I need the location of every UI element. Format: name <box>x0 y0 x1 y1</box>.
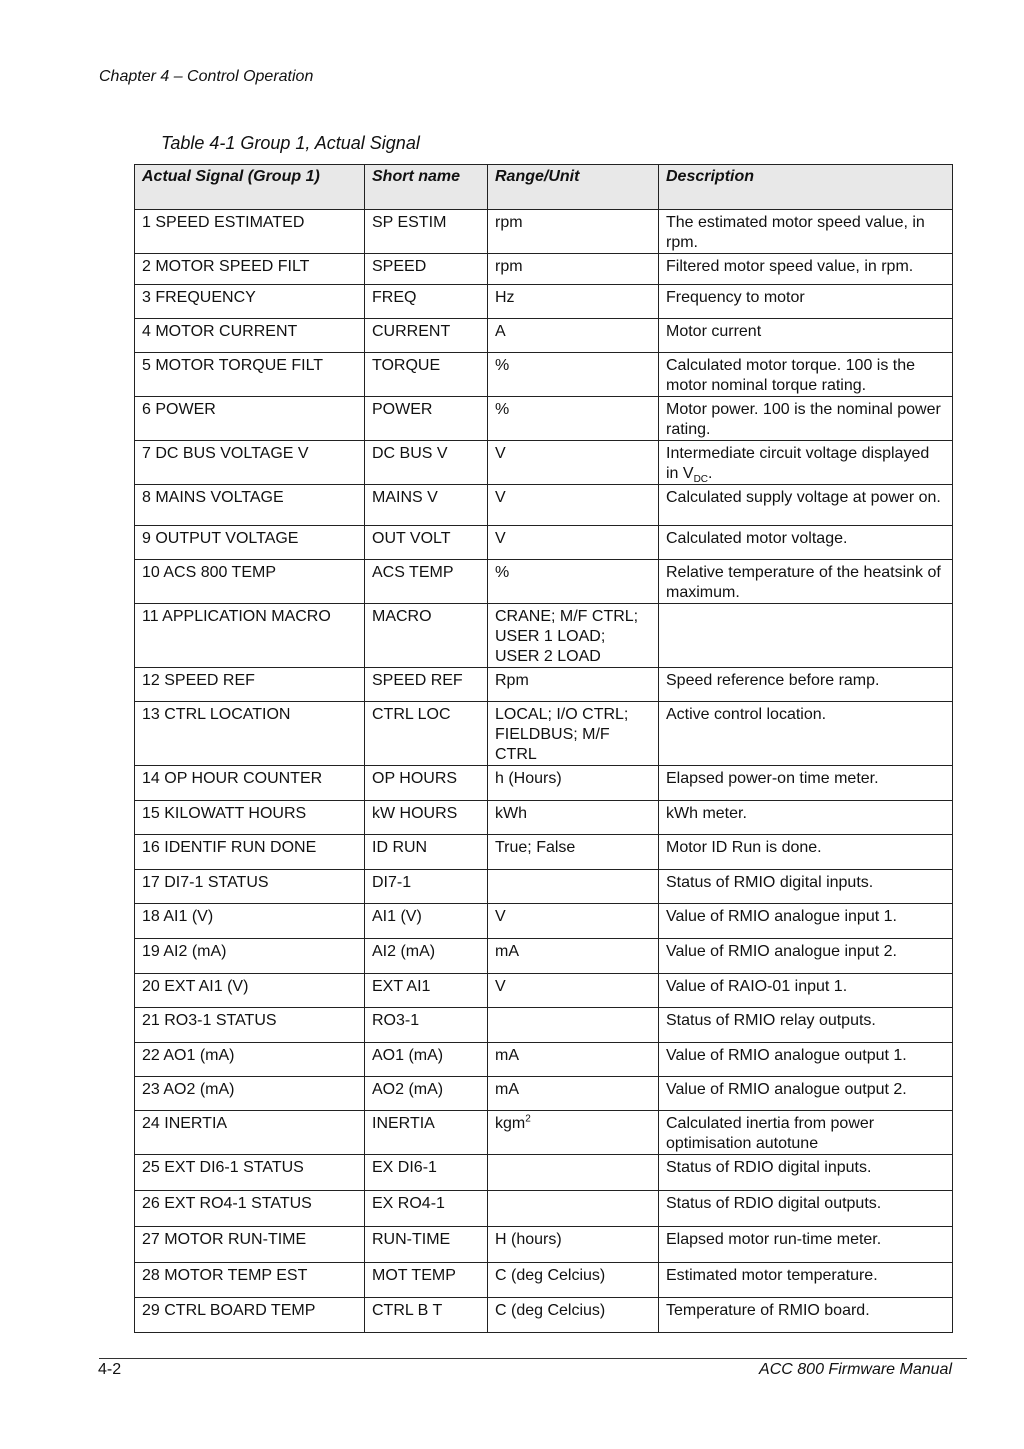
description-cell-text: Filtered motor speed value, in rpm. <box>666 258 914 275</box>
table-row <box>135 668 953 702</box>
range-unit-cell <box>488 526 659 560</box>
short-name-cell <box>365 904 488 939</box>
table-row <box>135 210 953 254</box>
description-cell <box>659 1111 953 1155</box>
short-name-cell <box>365 939 488 974</box>
table-row <box>135 485 953 526</box>
range-unit-cell-text: LOCAL; I/O CTRL; FIELDBUS; M/F CTRL <box>495 706 629 763</box>
range-unit-cell <box>488 1227 659 1263</box>
short-name-cell <box>365 285 488 319</box>
short-name-cell-text: EXT AI1 <box>372 978 431 995</box>
short-name-cell <box>365 1043 488 1077</box>
description-cell <box>659 397 953 441</box>
signal-cell <box>135 254 365 285</box>
signal-cell <box>135 526 365 560</box>
signal-cell-text: 20 EXT AI1 (V) <box>142 978 249 995</box>
short-name-cell <box>365 1298 488 1333</box>
table-row <box>135 397 953 441</box>
range-unit-cell-text: kgm <box>495 1115 526 1132</box>
description-cell-text: Value of RMIO analogue input 1. <box>666 908 897 925</box>
range-unit-cell <box>488 441 659 485</box>
short-name-cell-text: SPEED <box>372 258 427 275</box>
short-name-cell-text: OP HOURS <box>372 770 458 787</box>
range-unit-cell-text: kWh <box>495 805 527 822</box>
short-name-cell <box>365 604 488 668</box>
short-name-cell-text: kW HOURS <box>372 805 458 822</box>
signal-cell <box>135 668 365 702</box>
signal-cell-text: 4 MOTOR CURRENT <box>142 323 298 340</box>
range-unit-cell-text: rpm <box>495 214 523 231</box>
unit-superscript: 2 <box>525 1113 531 1125</box>
signal-cell <box>135 441 365 485</box>
short-name-cell <box>365 1008 488 1043</box>
range-unit-cell <box>488 904 659 939</box>
range-unit-cell <box>488 1008 659 1043</box>
signal-cell-text: 14 OP HOUR COUNTER <box>142 770 323 787</box>
short-name-cell-text: FREQ <box>372 289 417 306</box>
signal-cell-text: 29 CTRL BOARD TEMP <box>142 1302 316 1319</box>
signal-cell-text: 22 AO1 (mA) <box>142 1047 235 1064</box>
short-name-cell <box>365 974 488 1008</box>
signal-cell <box>135 904 365 939</box>
short-name-cell <box>365 210 488 254</box>
signal-cell-text: 23 AO2 (mA) <box>142 1081 235 1098</box>
signal-cell <box>135 1111 365 1155</box>
table-row <box>135 560 953 604</box>
short-name-cell-text: DC BUS V <box>372 445 448 462</box>
short-name-cell <box>365 1155 488 1191</box>
description-cell <box>659 974 953 1008</box>
short-name-cell-text: AO2 (mA) <box>372 1081 444 1098</box>
signal-cell-text: 12 SPEED REF <box>142 672 255 689</box>
short-name-cell <box>365 1191 488 1227</box>
range-unit-cell <box>488 1191 659 1227</box>
short-name-cell-text: EX DI6-1 <box>372 1159 437 1176</box>
short-name-cell-text: ID RUN <box>372 839 428 856</box>
signal-cell-text: 10 ACS 800 TEMP <box>142 564 276 581</box>
short-name-cell-text: SPEED REF <box>372 672 463 689</box>
range-unit-cell <box>488 254 659 285</box>
page-number: 4-2 <box>98 1361 122 1378</box>
short-name-cell <box>365 353 488 397</box>
signal-cell <box>135 1263 365 1298</box>
table-row <box>135 1227 953 1263</box>
description-tail: . <box>708 465 713 482</box>
range-unit-cell <box>488 702 659 766</box>
short-name-cell-text: CTRL LOC <box>372 706 451 723</box>
description-cell <box>659 210 953 254</box>
range-unit-cell-text: V <box>495 445 506 462</box>
chapter-header: Chapter 4 – Control Operation <box>99 68 314 85</box>
description-cell <box>659 1263 953 1298</box>
range-unit-cell <box>488 353 659 397</box>
description-cell-text: Elapsed power-on time meter. <box>666 770 879 787</box>
short-name-cell-text: POWER <box>372 401 433 418</box>
description-cell-text: Elapsed motor run-time meter. <box>666 1231 882 1248</box>
range-unit-cell-text: h (Hours) <box>495 770 562 787</box>
short-name-cell-text: AI2 (mA) <box>372 943 436 960</box>
short-name-cell-text: SP ESTIM <box>372 214 447 231</box>
signal-cell <box>135 939 365 974</box>
description-cell-text: The estimated motor speed value, in rpm. <box>666 214 925 251</box>
short-name-cell <box>365 1077 488 1111</box>
range-unit-cell-text: H (hours) <box>495 1231 562 1248</box>
description-cell <box>659 801 953 835</box>
signal-cell-text: 8 MAINS VOLTAGE <box>142 489 284 506</box>
description-cell <box>659 285 953 319</box>
description-cell-text: Status of RMIO relay outputs. <box>666 1012 876 1029</box>
range-unit-cell-text: mA <box>495 943 519 960</box>
description-cell <box>659 870 953 904</box>
signal-cell <box>135 1008 365 1043</box>
signal-cell <box>135 285 365 319</box>
short-name-cell <box>365 441 488 485</box>
short-name-cell-text: AO1 (mA) <box>372 1047 444 1064</box>
description-cell-text: Calculated motor torque. 100 is the motor nominal torque rating. <box>666 357 916 394</box>
description-cell-text: Calculated supply voltage at power on. <box>666 489 941 506</box>
description-cell <box>659 1191 953 1227</box>
column-header-range-unit: Range/Unit <box>488 165 659 210</box>
signal-cell-text: 25 EXT DI6-1 STATUS <box>142 1159 304 1176</box>
short-name-cell <box>365 319 488 353</box>
description-cell <box>659 1298 953 1333</box>
signal-cell-text: 16 IDENTIF RUN DONE <box>142 839 317 856</box>
signal-cell-text: 17 DI7-1 STATUS <box>142 874 269 891</box>
signal-cell-text: 26 EXT RO4-1 STATUS <box>142 1195 312 1212</box>
description-cell-text: Speed reference before ramp. <box>666 672 880 689</box>
description-cell-text: Motor current <box>666 323 762 340</box>
short-name-cell-text: AI1 (V) <box>372 908 422 925</box>
range-unit-cell-text: % <box>495 357 510 374</box>
short-name-cell <box>365 702 488 766</box>
signal-cell <box>135 1298 365 1333</box>
signal-cell-text: 5 MOTOR TORQUE FILT <box>142 357 324 374</box>
range-unit-cell <box>488 974 659 1008</box>
description-cell-text: Calculated motor voltage. <box>666 530 848 547</box>
range-unit-cell-text: V <box>495 530 506 547</box>
description-cell <box>659 1008 953 1043</box>
description-cell-text: Status of RDIO digital inputs. <box>666 1159 872 1176</box>
range-unit-cell <box>488 835 659 870</box>
table-row <box>135 353 953 397</box>
short-name-cell <box>365 560 488 604</box>
signal-cell-text: 21 RO3-1 STATUS <box>142 1012 277 1029</box>
description-cell <box>659 668 953 702</box>
range-unit-cell-text: mA <box>495 1081 519 1098</box>
range-unit-cell <box>488 766 659 801</box>
signal-cell <box>135 1191 365 1227</box>
actual-signal-table <box>134 164 953 1333</box>
signal-cell <box>135 1227 365 1263</box>
range-unit-cell-text: C (deg Celcius) <box>495 1267 606 1284</box>
short-name-cell <box>365 397 488 441</box>
column-header-short-name: Short name <box>365 165 488 210</box>
signal-cell <box>135 1043 365 1077</box>
signal-cell-text: 11 APPLICATION MACRO <box>142 608 331 625</box>
table-row <box>135 835 953 870</box>
footer-rule <box>99 1358 967 1359</box>
description-cell <box>659 441 953 485</box>
signal-cell <box>135 801 365 835</box>
table-row <box>135 1155 953 1191</box>
short-name-cell <box>365 485 488 526</box>
range-unit-cell-text: % <box>495 401 510 418</box>
description-cell-text: Relative temperature of the heatsink of maximum. <box>666 564 941 601</box>
range-unit-cell <box>488 870 659 904</box>
voltage-subscript: DC <box>693 474 709 486</box>
range-unit-cell <box>488 604 659 668</box>
range-unit-cell <box>488 1298 659 1333</box>
signal-cell <box>135 702 365 766</box>
signal-cell-text: 15 KILOWATT HOURS <box>142 805 307 822</box>
short-name-cell <box>365 766 488 801</box>
short-name-cell <box>365 254 488 285</box>
short-name-cell-text: TORQUE <box>372 357 441 374</box>
description-cell-text: Active control location. <box>666 706 827 723</box>
signal-cell-text: 24 INERTIA <box>142 1115 228 1132</box>
signal-cell-text: 28 MOTOR TEMP EST <box>142 1267 308 1284</box>
signal-cell <box>135 560 365 604</box>
table-row <box>135 801 953 835</box>
description-cell-text: kWh meter. <box>666 805 747 822</box>
table-row <box>135 1298 953 1333</box>
signal-cell <box>135 210 365 254</box>
short-name-cell-text: INERTIA <box>372 1115 435 1132</box>
range-unit-cell-text: V <box>495 489 506 506</box>
range-unit-cell <box>488 397 659 441</box>
description-cell <box>659 1227 953 1263</box>
table-row <box>135 319 953 353</box>
description-cell-text: Value of RMIO analogue output 1. <box>666 1047 907 1064</box>
short-name-cell <box>365 801 488 835</box>
description-cell <box>659 702 953 766</box>
table-row <box>135 1043 953 1077</box>
table-row <box>135 1263 953 1298</box>
table-row <box>135 285 953 319</box>
short-name-cell-text: MACRO <box>372 608 432 625</box>
range-unit-cell <box>488 1155 659 1191</box>
short-name-cell-text: CTRL B T <box>372 1302 443 1319</box>
table-row <box>135 254 953 285</box>
range-unit-cell-text: Hz <box>495 289 515 306</box>
signal-cell-text: 6 POWER <box>142 401 216 418</box>
manual-title: ACC 800 Firmware Manual <box>759 1361 952 1378</box>
description-cell <box>659 939 953 974</box>
signal-cell <box>135 319 365 353</box>
description-cell <box>659 319 953 353</box>
description-cell-text: Status of RDIO digital outputs. <box>666 1195 882 1212</box>
description-cell-text: Temperature of RMIO board. <box>666 1302 870 1319</box>
description-cell <box>659 254 953 285</box>
short-name-cell <box>365 1263 488 1298</box>
description-cell-text: Value of RAIO-01 input 1. <box>666 978 848 995</box>
column-header-signal: Actual Signal (Group 1) <box>135 165 365 210</box>
short-name-cell-text: CURRENT <box>372 323 451 340</box>
description-cell-text: Motor power. 100 is the nominal power rating. <box>666 401 941 438</box>
description-cell <box>659 1043 953 1077</box>
signal-cell <box>135 870 365 904</box>
signal-cell-text: 3 FREQUENCY <box>142 289 256 306</box>
signal-cell <box>135 766 365 801</box>
range-unit-cell <box>488 485 659 526</box>
description-cell-text: Motor ID Run is done. <box>666 839 822 856</box>
short-name-cell <box>365 668 488 702</box>
range-unit-cell <box>488 1111 659 1155</box>
description-cell <box>659 485 953 526</box>
short-name-cell-text: RO3-1 <box>372 1012 420 1029</box>
signal-cell-text: 13 CTRL LOCATION <box>142 706 291 723</box>
range-unit-cell-text: mA <box>495 1047 519 1064</box>
description-cell <box>659 604 953 668</box>
signal-cell <box>135 485 365 526</box>
short-name-cell <box>365 1227 488 1263</box>
description-cell <box>659 1155 953 1191</box>
signal-cell-text: 7 DC BUS VOLTAGE V <box>142 445 309 462</box>
range-unit-cell <box>488 319 659 353</box>
description-cell-text: Intermediate circuit voltage displayed in V <box>666 445 930 482</box>
range-unit-cell <box>488 210 659 254</box>
table-row <box>135 441 953 485</box>
table-row <box>135 904 953 939</box>
description-cell <box>659 766 953 801</box>
range-unit-cell <box>488 668 659 702</box>
description-cell-text: Calculated inertia from power optimisation autotune <box>666 1115 875 1152</box>
description-cell <box>659 353 953 397</box>
table-row <box>135 702 953 766</box>
signal-cell-text: 9 OUTPUT VOLTAGE <box>142 530 299 547</box>
range-unit-cell <box>488 1043 659 1077</box>
short-name-cell-text: ACS TEMP <box>372 564 454 581</box>
description-cell <box>659 904 953 939</box>
signal-cell <box>135 974 365 1008</box>
range-unit-cell-text: True; False <box>495 839 576 856</box>
signal-cell <box>135 604 365 668</box>
short-name-cell-text: DI7-1 <box>372 874 412 891</box>
range-unit-cell-text: Rpm <box>495 672 529 689</box>
short-name-cell-text: EX RO4-1 <box>372 1195 445 1212</box>
range-unit-cell <box>488 285 659 319</box>
range-unit-cell-text: CRANE; M/F CTRL; USER 1 LOAD; USER 2 LOAD <box>495 608 639 665</box>
signal-cell-text: 27 MOTOR RUN-TIME <box>142 1231 307 1248</box>
short-name-cell-text: MAINS V <box>372 489 438 506</box>
description-cell-text: Estimated motor temperature. <box>666 1267 878 1284</box>
table-row <box>135 1111 953 1155</box>
range-unit-cell-text: C (deg Celcius) <box>495 1302 606 1319</box>
description-cell-text: Value of RMIO analogue output 2. <box>666 1081 907 1098</box>
table-row <box>135 766 953 801</box>
range-unit-cell <box>488 1077 659 1111</box>
signal-cell <box>135 835 365 870</box>
signal-cell-text: 2 MOTOR SPEED FILT <box>142 258 310 275</box>
signal-cell <box>135 353 365 397</box>
range-unit-cell <box>488 560 659 604</box>
range-unit-cell-text: V <box>495 978 506 995</box>
table-row <box>135 526 953 560</box>
table-header-row <box>135 165 953 210</box>
table-row <box>135 1077 953 1111</box>
table-row <box>135 1008 953 1043</box>
short-name-cell <box>365 870 488 904</box>
signal-cell-text: 19 AI2 (mA) <box>142 943 227 960</box>
table-row <box>135 1191 953 1227</box>
range-unit-cell-text: A <box>495 323 506 340</box>
description-cell <box>659 1077 953 1111</box>
signal-cell <box>135 1077 365 1111</box>
column-header-description: Description <box>659 165 953 210</box>
short-name-cell-text: OUT VOLT <box>372 530 451 547</box>
description-cell <box>659 560 953 604</box>
range-unit-cell <box>488 801 659 835</box>
description-cell <box>659 835 953 870</box>
description-cell-text: Value of RMIO analogue input 2. <box>666 943 897 960</box>
range-unit-cell-text: % <box>495 564 510 581</box>
description-cell <box>659 526 953 560</box>
range-unit-cell <box>488 939 659 974</box>
signal-cell-text: 18 AI1 (V) <box>142 908 214 925</box>
short-name-cell-text: RUN-TIME <box>372 1231 451 1248</box>
table-row <box>135 604 953 668</box>
short-name-cell <box>365 526 488 560</box>
table-row <box>135 870 953 904</box>
short-name-cell-text: MOT TEMP <box>372 1267 456 1284</box>
range-unit-cell-text: V <box>495 908 506 925</box>
table-row <box>135 974 953 1008</box>
short-name-cell <box>365 1111 488 1155</box>
range-unit-cell-text: rpm <box>495 258 523 275</box>
signal-cell <box>135 1155 365 1191</box>
description-cell-text: Frequency to motor <box>666 289 805 306</box>
range-unit-cell <box>488 1263 659 1298</box>
short-name-cell <box>365 835 488 870</box>
signal-cell <box>135 397 365 441</box>
table-row <box>135 939 953 974</box>
signal-cell-text: 1 SPEED ESTIMATED <box>142 214 305 231</box>
table-caption: Table 4-1 Group 1, Actual Signal <box>161 133 420 153</box>
description-cell-text: Status of RMIO digital inputs. <box>666 874 874 891</box>
